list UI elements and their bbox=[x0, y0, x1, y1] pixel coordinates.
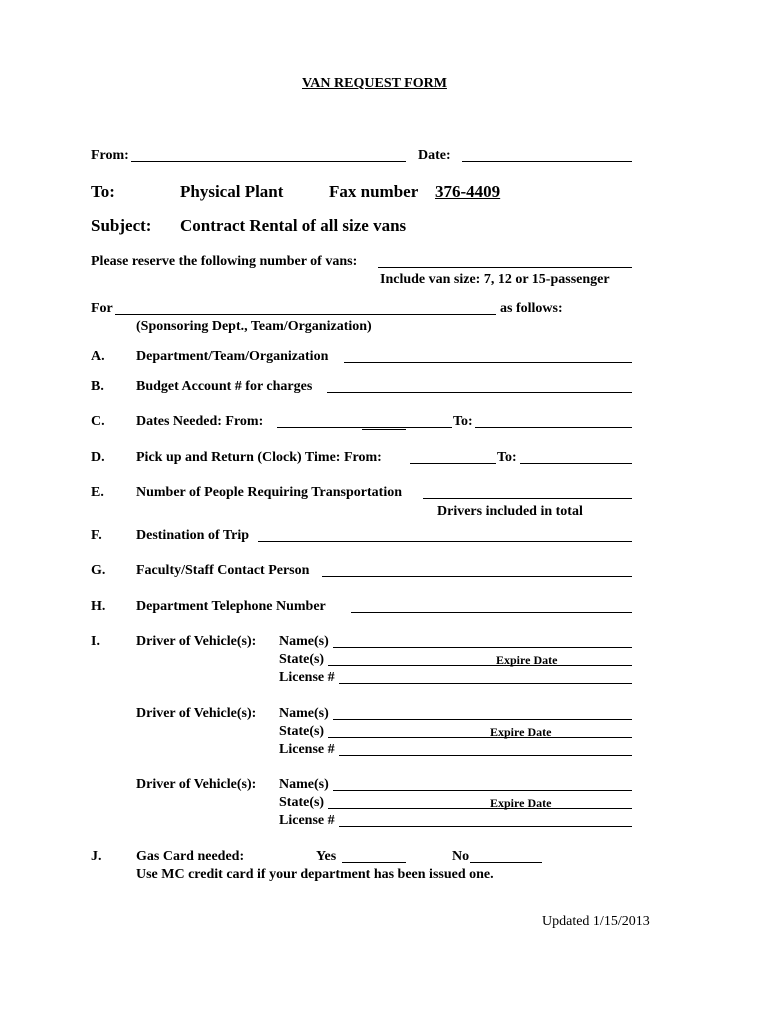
item-i-letter: I. bbox=[91, 634, 100, 649]
driver-2-states-field[interactable] bbox=[328, 737, 632, 738]
item-b-letter: B. bbox=[91, 379, 104, 394]
telephone-field[interactable] bbox=[351, 612, 632, 613]
for-label: For bbox=[91, 301, 113, 316]
item-f-letter: F. bbox=[91, 528, 102, 543]
item-c-letter: C. bbox=[91, 414, 105, 429]
item-h-letter: H. bbox=[91, 599, 106, 614]
dates-to-field[interactable] bbox=[475, 427, 632, 428]
subject-value: Contract Rental of all size vans bbox=[180, 216, 407, 235]
from-field[interactable] bbox=[131, 161, 406, 162]
gas-card-yes-label: Yes bbox=[316, 849, 337, 864]
driver-3-states-label: State(s) bbox=[279, 795, 325, 810]
item-f-label: Destination of Trip bbox=[136, 528, 250, 543]
item-a-letter: A. bbox=[91, 349, 105, 364]
driver-1-states-field[interactable] bbox=[328, 665, 632, 666]
driver-1-expire-label: Expire Date bbox=[496, 653, 558, 667]
item-g-label: Faculty/Staff Contact Person bbox=[136, 563, 310, 578]
driver-2-expire-label: Expire Date bbox=[490, 725, 552, 739]
driver-2-states-label: State(s) bbox=[279, 724, 325, 739]
driver-1-license-field[interactable] bbox=[339, 683, 632, 684]
item-d-label: Pick up and Return (Clock) Time: From: bbox=[136, 450, 382, 465]
to-value: Physical Plant bbox=[180, 182, 284, 201]
fax-value: 376-4409 bbox=[435, 182, 501, 201]
driver-2-names-label: Name(s) bbox=[279, 706, 329, 721]
driver-2-license-label: License # bbox=[279, 742, 335, 757]
item-b-label: Budget Account # for charges bbox=[136, 379, 313, 394]
driver-1-names-field[interactable] bbox=[333, 647, 632, 648]
item-c-label: Dates Needed: From: bbox=[136, 414, 264, 429]
gas-card-no-label: No bbox=[452, 849, 470, 864]
budget-account-field[interactable] bbox=[327, 392, 632, 393]
driver-3-license-field[interactable] bbox=[339, 826, 632, 827]
driver-1-license-label: License # bbox=[279, 670, 335, 685]
driver-2-label: Driver of Vehicle(s): bbox=[136, 706, 257, 721]
to-label: To: bbox=[91, 182, 115, 201]
destination-field[interactable] bbox=[258, 541, 632, 542]
gas-card-yes-field[interactable] bbox=[342, 862, 406, 863]
gas-card-no-field[interactable] bbox=[470, 862, 542, 863]
for-field[interactable] bbox=[115, 314, 496, 315]
driver-3-states-field[interactable] bbox=[328, 808, 632, 809]
driver-2-names-field[interactable] bbox=[333, 719, 632, 720]
from-label: From: bbox=[91, 148, 129, 163]
item-a-label: Department/Team/Organization bbox=[136, 349, 329, 364]
dates-from-field[interactable] bbox=[277, 427, 452, 428]
van-size-note: Include van size: 7, 12 or 15-passenger bbox=[380, 272, 610, 287]
time-to-field[interactable] bbox=[520, 463, 632, 464]
item-h-label: Department Telephone Number bbox=[136, 599, 326, 614]
item-j-letter: J. bbox=[91, 849, 102, 864]
updated-date: Updated 1/15/2013 bbox=[542, 914, 650, 929]
driver-1-names-label: Name(s) bbox=[279, 634, 329, 649]
dates-from-underscore bbox=[362, 429, 406, 430]
department-field[interactable] bbox=[344, 362, 632, 363]
van-count-field[interactable] bbox=[378, 267, 632, 268]
item-e-label: Number of People Requiring Transportation bbox=[136, 485, 403, 500]
driver-3-license-label: License # bbox=[279, 813, 335, 828]
date-field[interactable] bbox=[462, 161, 632, 162]
driver-3-expire-label: Expire Date bbox=[490, 796, 552, 810]
contact-person-field[interactable] bbox=[322, 576, 632, 577]
fax-label: Fax number bbox=[329, 182, 419, 201]
people-count-field[interactable] bbox=[423, 498, 632, 499]
subject-label: Subject: bbox=[91, 216, 152, 235]
sponsor-note: (Sponsoring Dept., Team/Organization) bbox=[136, 319, 372, 334]
driver-3-label: Driver of Vehicle(s): bbox=[136, 777, 257, 792]
driver-3-names-field[interactable] bbox=[333, 790, 632, 791]
form-title: VAN REQUEST FORM bbox=[302, 76, 447, 91]
mc-card-note: Use MC credit card if your department has been issued one. bbox=[136, 867, 494, 882]
gas-card-label: Gas Card needed: bbox=[136, 849, 245, 864]
item-g-letter: G. bbox=[91, 563, 106, 578]
driver-3-names-label: Name(s) bbox=[279, 777, 329, 792]
time-from-field[interactable] bbox=[410, 463, 496, 464]
reserve-text: Please reserve the following number of vans: bbox=[91, 254, 358, 269]
item-c-to-label: To: bbox=[453, 414, 473, 429]
item-e-letter: E. bbox=[91, 485, 104, 500]
drivers-included-note: Drivers included in total bbox=[437, 504, 583, 519]
date-label: Date: bbox=[418, 148, 451, 163]
as-follows-text: as follows: bbox=[500, 301, 563, 316]
item-d-letter: D. bbox=[91, 450, 105, 465]
item-d-to-label: To: bbox=[497, 450, 517, 465]
driver-2-license-field[interactable] bbox=[339, 755, 632, 756]
driver-1-label: Driver of Vehicle(s): bbox=[136, 634, 257, 649]
driver-1-states-label: State(s) bbox=[279, 652, 325, 667]
